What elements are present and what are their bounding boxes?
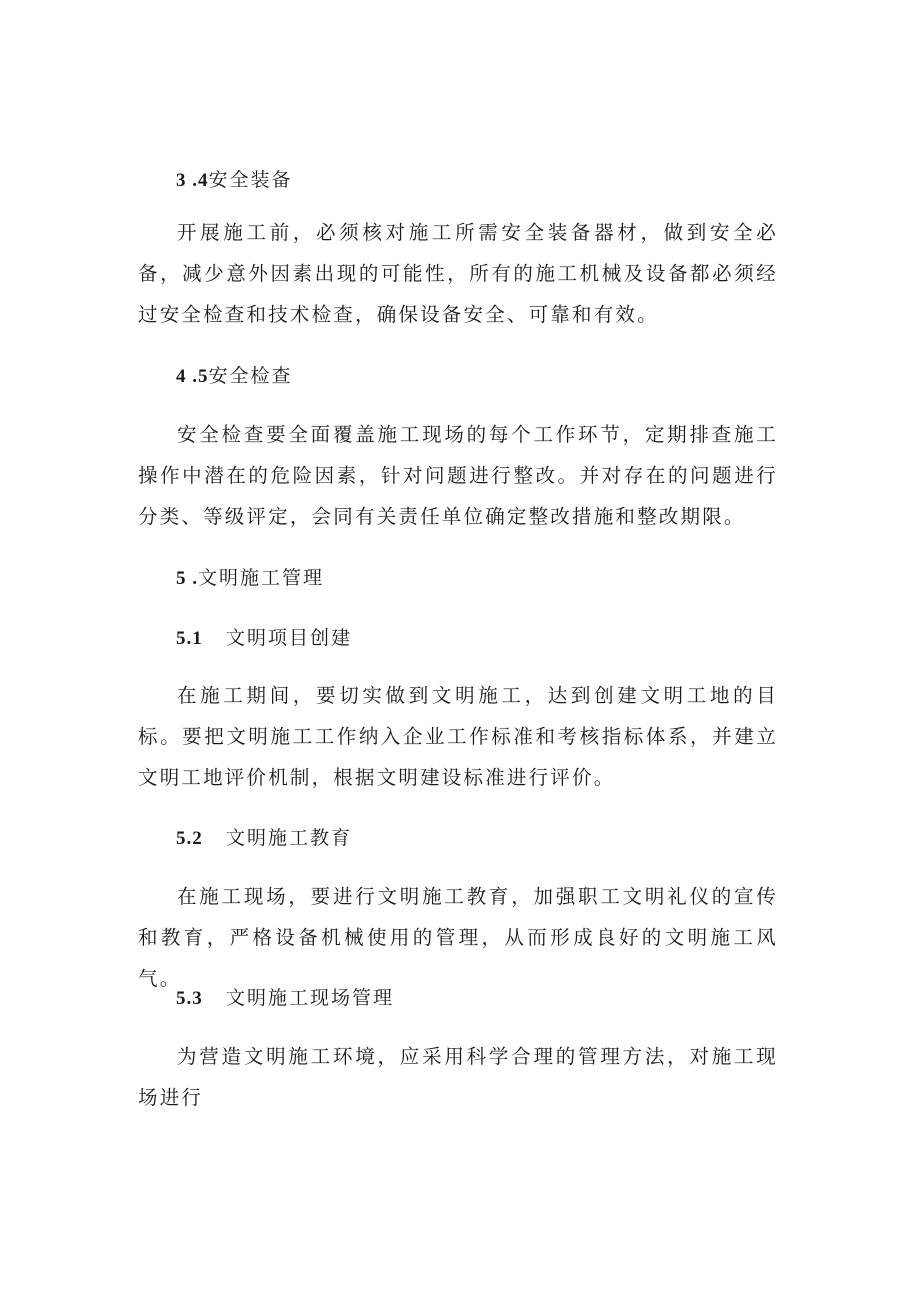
section-heading-5-3 — [176, 986, 394, 1011]
section-number: 3 .4 — [176, 170, 209, 191]
section-paragraph: 在施工现场，要进行文明施工教育，加强职工文明礼仪的宣传和教育，严格设备机械使用的管理，从而形成良好的文明施工风气。 — [138, 885, 778, 990]
section-heading-5 — [176, 566, 324, 591]
section-number: 5.3 — [176, 988, 203, 1009]
section-title: 文明施工教育 — [226, 827, 353, 849]
section-heading-5-2 — [176, 826, 352, 851]
section-paragraph: 安全检查要全面覆盖施工现场的每个工作环节，定期排查施工操作中潜在的危险因素，针对问题进行整改。并对存在的问题进行分类、等级评定，会同有关责任单位确定整改措施和整改期限。 — [138, 423, 778, 528]
section-heading-5-1 — [176, 626, 352, 651]
section-paragraph: 为营造文明施工环境，应采用科学合理的管理方法，对施工现场进行 — [138, 1045, 778, 1109]
section-title: 安全装备 — [208, 169, 293, 191]
section-title: 文明施工管理 — [198, 567, 325, 589]
section-paragraph: 开展施工前，必须核对施工所需安全装备器材，做到安全必备，减少意外因素出现的可能性，所有的施工机械及设备都必须经过安全检查和技术检查，确保设备安全、可靠和有效。 — [138, 221, 778, 326]
section-number: 5.2 — [176, 828, 203, 849]
section-number: 5 . — [176, 568, 198, 589]
section-title: 文明项目创建 — [226, 627, 353, 649]
section-title: 安全检查 — [208, 365, 293, 387]
section-number: 5.1 — [176, 628, 203, 649]
section-heading-4-5 — [176, 364, 293, 389]
section-heading-3-4 — [176, 168, 293, 193]
section-title: 文明施工现场管理 — [226, 987, 395, 1009]
section-paragraph: 在施工期间，要切实做到文明施工，达到创建文明工地的目标。要把文明施工工作纳入企业工作标准和考核指标体系，并建立文明工地评价机制，根据文明建设标准进行评价。 — [138, 684, 778, 789]
section-number: 4 .5 — [176, 366, 209, 387]
